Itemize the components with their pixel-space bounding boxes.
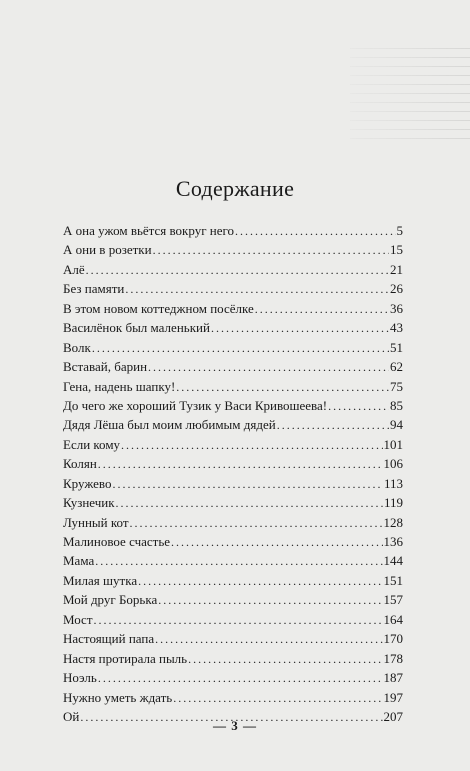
toc-entry-page-number: 207: [383, 708, 403, 724]
toc-dot-leader: [92, 339, 389, 358]
toc-entry-title: Дядя Лёша был моим любимым дядей: [63, 417, 276, 433]
toc-entry-title: В этом новом коттеджном посёлке: [63, 300, 254, 316]
toc-entry-title: Алё: [63, 261, 85, 277]
table-of-contents: [63, 221, 403, 726]
toc-entry-page-number: 151: [383, 572, 403, 588]
toc-dot-leader: [171, 533, 382, 552]
toc-dot-leader: [211, 319, 389, 338]
toc-entry-page-number: 5: [396, 223, 403, 238]
toc-entry-page-number: 101: [383, 436, 403, 452]
toc-entry: [63, 221, 403, 240]
toc-dot-leader: [95, 552, 382, 571]
toc-entry-page-number: 75: [390, 378, 403, 394]
toc-entry-title: Василёнок был маленький: [63, 320, 210, 336]
toc-entry: [63, 532, 403, 551]
toc-entry: [63, 551, 403, 570]
toc-entry-title: Кружево: [63, 475, 112, 491]
toc-dot-leader: [158, 591, 382, 610]
toc-entry-page-number: 21: [390, 261, 403, 277]
toc-entry-title: Милая шутка: [63, 572, 138, 588]
toc-entry-title: Вставай, барин: [63, 359, 148, 375]
toc-entry: [63, 493, 403, 512]
toc-dot-leader: [188, 650, 382, 669]
toc-dot-leader: [235, 222, 395, 241]
toc-entry: [63, 435, 403, 454]
toc-dot-leader: [86, 261, 389, 280]
toc-dot-leader: [94, 611, 383, 630]
toc-entry: [63, 357, 403, 376]
toc-dot-leader: [98, 455, 383, 474]
toc-entry: [63, 610, 403, 629]
toc-entry-page-number: 128: [383, 514, 403, 530]
toc-entry: [63, 279, 403, 298]
toc-entry-page-number: 119: [383, 495, 403, 511]
toc-entry-page-number: 144: [383, 553, 403, 569]
toc-entry: [63, 688, 403, 707]
toc-entry: [63, 396, 403, 415]
toc-dot-leader: [130, 514, 383, 533]
toc-entry-page-number: 164: [383, 611, 403, 627]
toc-entry: [63, 454, 403, 473]
toc-entry: [63, 415, 403, 434]
toc-entry: [63, 571, 403, 590]
toc-entry-title: Настя протирала пыль: [63, 650, 188, 666]
toc-entry: [63, 513, 403, 532]
toc-dot-leader: [98, 669, 383, 688]
toc-entry-title: Настоящий папа: [63, 631, 155, 647]
toc-dot-leader: [173, 689, 382, 708]
toc-dot-leader: [153, 241, 389, 260]
toc-entry-title: Малиновое счастье: [63, 534, 171, 549]
toc-dot-leader: [125, 280, 389, 299]
toc-entry-title: Мама: [63, 553, 95, 569]
toc-entry-page-number: 36: [390, 300, 403, 316]
toc-dot-leader: [255, 300, 389, 319]
toc-entry: [63, 377, 403, 396]
toc-entry-title: Нужно уметь ждать: [63, 689, 173, 705]
toc-entry-page-number: 157: [383, 592, 403, 608]
toc-entry-title: Ой: [63, 708, 80, 724]
toc-entry: [63, 668, 403, 687]
toc-dot-leader: [121, 436, 382, 455]
toc-entry-title: Кузнечик: [63, 495, 115, 511]
toc-entry-page-number: 178: [383, 650, 403, 666]
toc-dot-leader: [148, 358, 389, 377]
toc-entry-title: А они в розетки: [63, 242, 152, 258]
toc-entry-page-number: 197: [383, 689, 403, 705]
toc-entry: [63, 318, 403, 337]
toc-entry: [63, 338, 403, 357]
toc-entry-title: Если кому: [63, 436, 121, 452]
toc-entry-page-number: 85: [390, 397, 403, 413]
toc-dot-leader: [112, 475, 383, 494]
toc-entry-page-number: 26: [390, 281, 403, 297]
toc-dot-leader: [116, 494, 383, 513]
toc-entry-title: Мой друг Борька: [63, 592, 158, 608]
toc-entry-title: Мост: [63, 611, 93, 627]
toc-entry-page-number: 62: [390, 359, 403, 375]
toc-entry-page-number: 51: [390, 339, 403, 355]
toc-entry-page-number: 187: [383, 670, 403, 686]
toc-entry: [63, 474, 403, 493]
toc-entry-title: Лунный кот: [63, 514, 129, 530]
toc-dot-leader: [328, 397, 389, 416]
toc-entry-title: А она ужом вьётся вокруг него: [63, 223, 235, 238]
toc-entry: [63, 240, 403, 259]
toc-entry-title: Гена, надень шапку!: [63, 378, 176, 394]
toc-entry: [63, 299, 403, 318]
toc-entry-page-number: 170: [383, 631, 403, 647]
toc-dot-leader: [155, 630, 382, 649]
toc-entry-title: Волк: [63, 339, 91, 355]
toc-entry: [63, 590, 403, 609]
toc-entry-page-number: 43: [390, 320, 403, 336]
toc-dot-leader: [277, 416, 389, 435]
toc-entry-title: Ноэль: [63, 670, 97, 686]
toc-entry-page-number: 94: [390, 417, 403, 433]
toc-entry-page-number: 106: [383, 456, 403, 472]
toc-entry: [63, 260, 403, 279]
toc-entry: [63, 629, 403, 648]
toc-entry: [63, 649, 403, 668]
page-title: Содержание: [175, 176, 295, 201]
toc-entry-page-number: 113: [383, 475, 403, 491]
toc-entry-title: До чего же хороший Тузик у Васи Кривошеева!: [63, 397, 328, 413]
toc-entry-page-number: 15: [390, 242, 403, 258]
toc-dot-leader: [138, 572, 382, 591]
toc-entry-title: Колян: [63, 456, 97, 472]
toc-dot-leader: [176, 378, 389, 397]
toc-entry-page-number: 136: [383, 534, 403, 549]
page-number: — 3 —: [213, 718, 257, 733]
toc-entry-title: Без памяти: [63, 281, 125, 297]
